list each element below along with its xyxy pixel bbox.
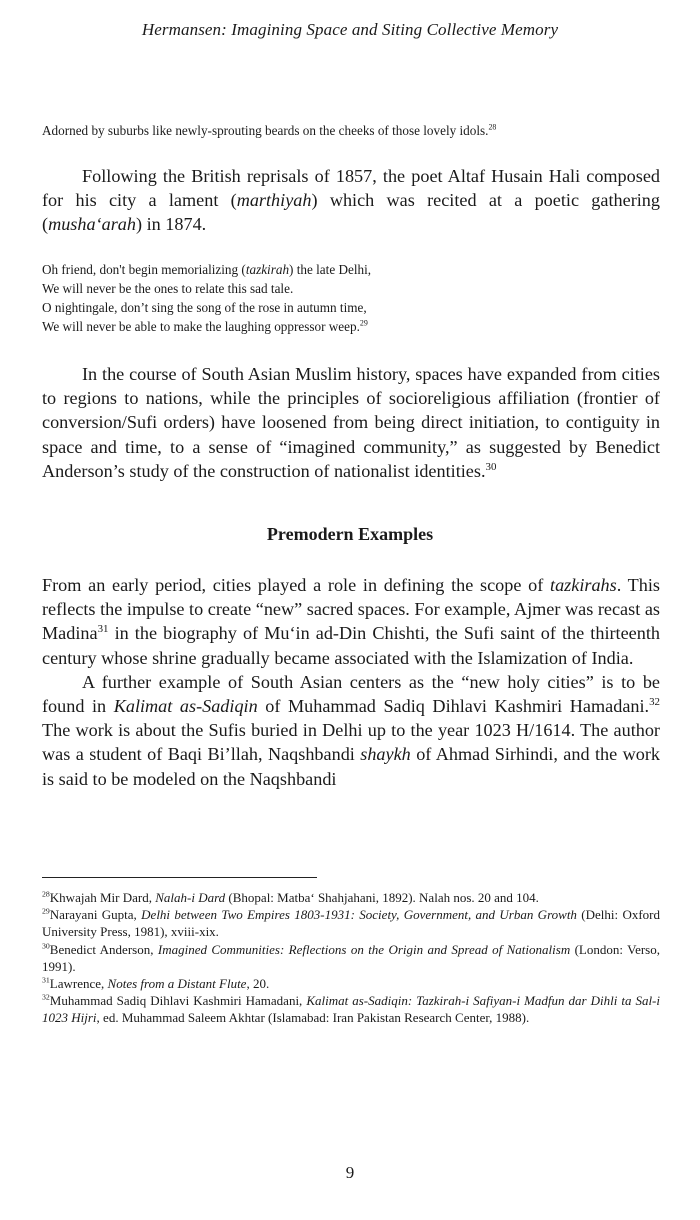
p4-text: of Ahmad Sirhindi, and the work is said to be modeled on the Naqshbandi xyxy=(42,744,660,789)
p1-italic: musha‘arah xyxy=(48,214,136,235)
footnote-text: (Delhi: Oxford University Press, 1981), xviii-xix. xyxy=(42,907,660,940)
verse-text: ) the late Delhi, xyxy=(289,262,372,277)
footnote-number: 30 xyxy=(42,941,50,951)
footnote-text: Muhammad Sadiq Dihlavi Kashmiri Hamadani, xyxy=(49,993,307,1009)
p4-italic: Kalimat as-Sadiqin xyxy=(113,696,258,717)
footnote-number: 32 xyxy=(42,992,50,1002)
footnote xyxy=(42,906,660,940)
footnote-text: (London: Verso, 1991). xyxy=(42,941,660,974)
verse-quotation xyxy=(42,260,660,336)
footnote-ref: 31 xyxy=(97,623,109,636)
verse-text: Oh friend, don't begin memorializing ( xyxy=(42,262,246,277)
footnote-number: 28 xyxy=(42,889,50,899)
footnote xyxy=(42,992,660,1026)
footnote-text: (Bhopal: Matba‘ Shahjahani, 1892). Nalah nos. 20 and 104. xyxy=(225,890,539,905)
footnote-text: , 20. xyxy=(246,976,270,992)
footnote-text: Khwajah Mir Dard, xyxy=(49,890,156,905)
epigraph xyxy=(42,121,660,140)
p4-text: of Muhammad Sadiq Dihlavi Kashmiri Hamadani. xyxy=(257,696,650,717)
footnote-number: 31 xyxy=(42,975,50,985)
paragraph-1 xyxy=(42,164,660,237)
p1-text: ) in 1874. xyxy=(135,214,207,235)
p3-text: From an early period, cities played a role in defining the scope of xyxy=(42,575,551,595)
footnote-text: Benedict Anderson, xyxy=(49,941,158,957)
p2-text: In the course of South Asian Muslim history, spaces have expanded from cities to regions to nations, while the principles of socioreligious affiliation (frontier of conversion/Sufi orders) have loosened from being direct initiation, to contiguity in space and time, to a sense of “imagined community,” as suggested by Benedict Anderson’s study of the construction of nationalist identities. xyxy=(42,364,660,481)
p3-italic: tazkirahs xyxy=(550,575,617,595)
verse-line xyxy=(42,317,660,336)
paragraph-3 xyxy=(42,573,660,791)
footnote-ref: 32 xyxy=(649,695,660,708)
p1-text: Following the British reprisals of 1857, the poet Altaf Husain Hali composed for his city a lament ( xyxy=(42,166,660,211)
verse-text: We will never be able to make the laughing oppressor weep. xyxy=(42,319,360,334)
footnote-ref: 28 xyxy=(488,122,497,132)
p1-italic: marthiyah xyxy=(236,190,312,211)
footnote-ref: 29 xyxy=(359,318,368,328)
verse-line xyxy=(42,260,660,279)
paragraph-2 xyxy=(42,362,660,483)
footnote xyxy=(42,889,660,906)
running-head: Hermansen: Imagining Space and Siting Collective Memory xyxy=(141,20,559,39)
verse-line: O nightingale, don’t sing the song of the rose in autumn time, xyxy=(42,300,367,315)
footnote xyxy=(42,975,660,992)
footnote-italic: Nalah-i Dard xyxy=(155,890,226,905)
footnote-italic: Delhi between Two Empires 1803-1931: Society, Government, and Urban Growth xyxy=(141,907,577,923)
p3-text: in the biography of Mu‘in ad-Din Chishti, the Sufi saint of the thirteenth century whose shrine gradually became associated with the Islamization of India. xyxy=(42,623,660,668)
verse-italic: tazkirah xyxy=(245,262,290,277)
p4-italic: shaykh xyxy=(360,744,411,765)
footnote-ref: 30 xyxy=(485,460,497,473)
p4-text: A further example of South Asian centers as the “new holy cities” is to be found in xyxy=(42,671,660,717)
p1-text: ) which was recited at a poetic gathering ( xyxy=(42,190,660,235)
footnote xyxy=(42,941,660,975)
footnote-divider xyxy=(42,877,317,878)
epigraph-text: Adorned by suburbs like newly-sprouting beards on the cheeks of those lovely idols. xyxy=(42,123,489,138)
footnotes xyxy=(42,889,660,1027)
section-heading: Premodern Examples xyxy=(266,524,434,544)
p3-text: . This reflects the impulse to create “new” sacred spaces. For example, Ajmer was recast as Madina xyxy=(42,575,660,644)
p4-text: The work is about the Sufis buried in Delhi up to the year 1023 H/1614. The author was a student of Baqi Bi’llah, Naqshbandi xyxy=(42,720,660,765)
footnote-italic: Notes from a Distant Flute xyxy=(107,976,247,992)
footnote-text: Lawrence, xyxy=(49,976,108,992)
footnote-text: Narayani Gupta, xyxy=(49,907,142,923)
footnote-italic: Imagined Communities: Reflections on the Origin and Spread of Nationalism xyxy=(157,941,571,957)
footnote-text: , ed. Muhammad Saleem Akhtar (Islamabad: Iran Pakistan Research Center, 1988). xyxy=(96,1010,530,1026)
footnote-number: 29 xyxy=(42,906,50,916)
footnote-italic: Kalimat as-Sadiqin: Tazkirah-i Safiyan-i Madfun dar Dihli ta Sal-i 1023 Hijri xyxy=(42,993,660,1026)
verse-line: We will never be the ones to relate this sad tale. xyxy=(42,281,294,296)
page-number: 9 xyxy=(345,1163,355,1182)
